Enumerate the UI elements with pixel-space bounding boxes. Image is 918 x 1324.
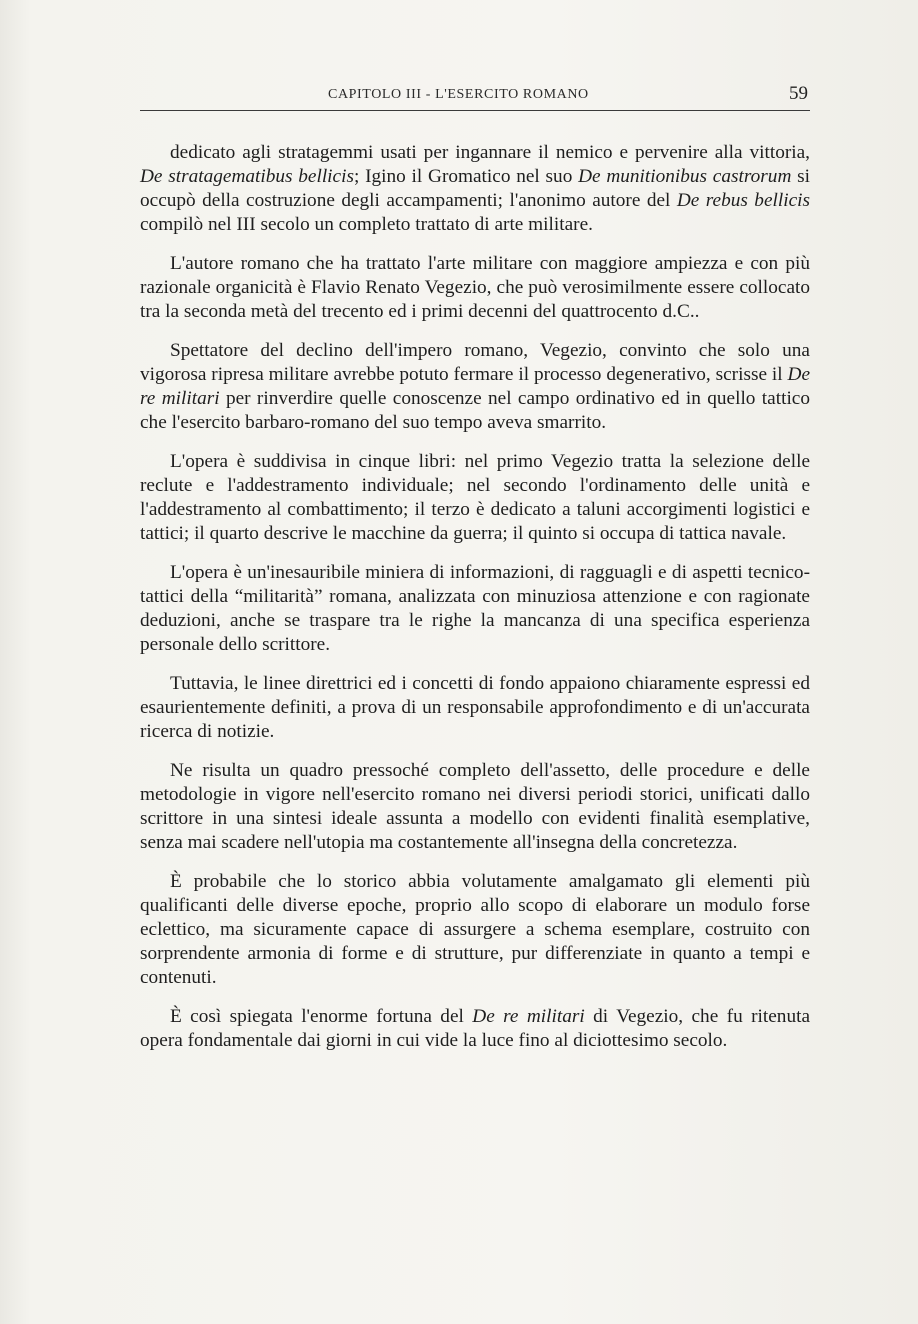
- running-title: CAPITOLO III - L'ESERCITO ROMANO: [328, 87, 589, 102]
- work-title: De re militari: [472, 1006, 585, 1027]
- text-segment: L'opera è un'inesauribile miniera di informazioni, di ragguagli e di aspetti tecnico-tattici della “militarità” romana, analizzata con minuziosa attenzione e con ragionate deduzioni, anche se traspare tra le righe la mancanza di una specifica esperienza personale dello scrittore.: [140, 562, 810, 655]
- paragraph-3: [140, 339, 810, 435]
- work-title: De munitionibus castrorum: [578, 166, 792, 187]
- work-title: De rebus bellicis: [676, 190, 810, 211]
- text-segment: di Vegezio, che fu ritenuta opera fondamentale dai giorni in cui vide la luce fino al diciottesimo secolo.: [140, 1006, 810, 1051]
- paragraph-7: [140, 759, 810, 855]
- paragraph-8: [140, 870, 810, 990]
- text-segment: Spettatore del declino dell'impero romano, Vegezio, convinto che solo una vigorosa ripresa militare avrebbe potuto fermare il processo degenerativo, scrisse il: [140, 340, 810, 385]
- body-text: [140, 141, 810, 1068]
- paragraph-6: [140, 672, 810, 744]
- text-segment: per rinverdire quelle conoscenze nel campo ordinativo ed in quello tattico che l'esercito barbaro-romano del suo tempo aveva smarrito.: [140, 388, 810, 433]
- paragraph-1: [140, 141, 810, 237]
- paragraph-5: [140, 561, 810, 657]
- text-segment: L'autore romano che ha trattato l'arte militare con maggiore ampiezza e con più razionale organicità è Flavio Renato Vegezio, che può verosimilmente essere collocato tra la seconda metà del trecento ed i primi decenni del quattrocento d.C..: [140, 253, 810, 322]
- text-segment: ; Igino il Gromatico nel suo: [353, 166, 579, 187]
- page-header: [140, 83, 810, 111]
- text-segment: È così spiegata l'enorme fortuna del: [170, 1006, 473, 1027]
- text-segment: Tuttavia, le linee direttrici ed i concetti di fondo appaiono chiaramente espressi ed esaurientemente definiti, a prova di un responsabile approfondimento e di un'accurata ricerca di notizie.: [140, 673, 810, 742]
- text-segment: dedicato agli stratagemmi usati per ingannare il nemico e pervenire alla vittoria,: [170, 142, 810, 163]
- work-title: De stratagematibus bellicis: [140, 166, 354, 187]
- paragraph-4: [140, 450, 810, 546]
- text-segment: L'opera è suddivisa in cinque libri: nel primo Vegezio tratta la selezione delle reclute e l'addestramento individuale; nel secondo l'ordinamento delle unità e l'addestramento al combattimento; il terzo è dedicato a taluni accorgimenti logistici e tattici; il quarto descrive le macchine da guerra; il quinto si occupa di tattica navale.: [140, 451, 810, 544]
- paragraph-2: [140, 252, 810, 324]
- paragraph-9: [140, 1005, 810, 1053]
- work-title: De re militari: [140, 364, 810, 409]
- text-segment: È probabile che lo storico abbia volutamente amalgamato gli elementi più qualificanti delle diverse epoche, proprio allo scopo di elaborare un modulo forse eclettico, ma sicuramente capace di assurgere a schema esemplare, costruito con sorprendente armonia di forme e di strutture, pur differenziate in quanto a tempi e contenuti.: [140, 871, 810, 988]
- text-segment: Ne risulta un quadro pressoché completo dell'assetto, delle procedure e delle metodologie in vigore nell'esercito romano nei diversi periodi storici, unificati dallo scrittore in una sintesi ideale assunta a modello con evidenti finalità esemplative, senza mai scadere nell'utopia ma costantemente all'insegna della concretezza.: [140, 760, 810, 853]
- page-number: 59: [789, 83, 808, 104]
- text-segment: compilò nel III secolo un completo trattato di arte militare.: [140, 214, 593, 235]
- text-segment: si occupò della costruzione degli accampamenti; l'anonimo autore del: [140, 166, 810, 211]
